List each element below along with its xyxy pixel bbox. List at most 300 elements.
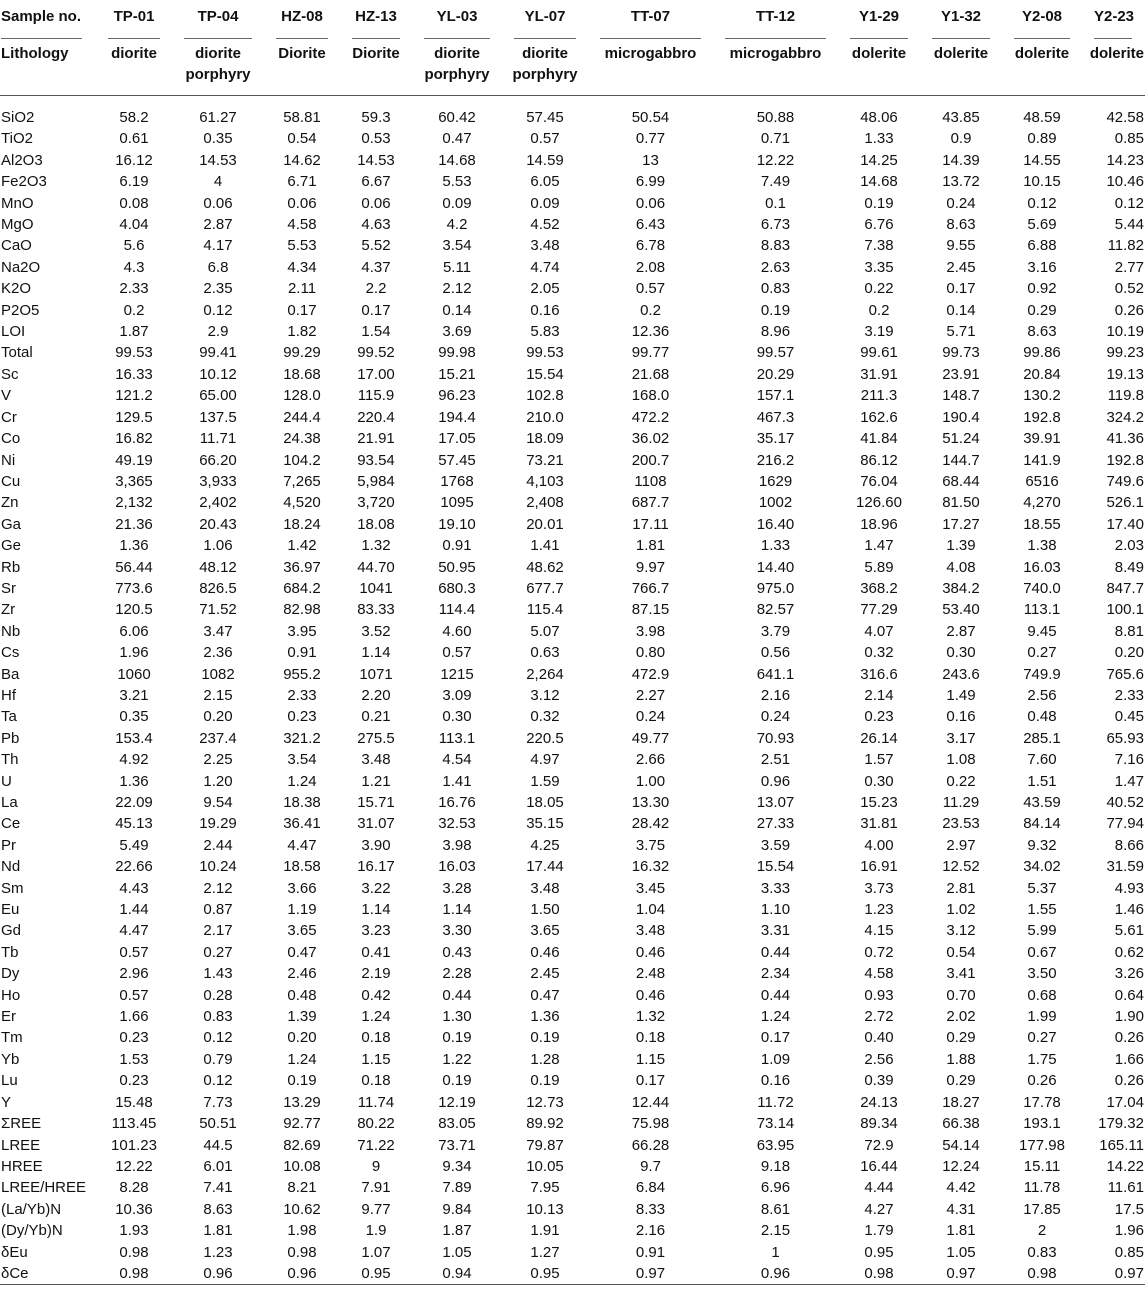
table-cell: 8.63 xyxy=(203,1200,233,1218)
table-cell: 99.52 xyxy=(357,344,395,362)
table-cell: 193.1 xyxy=(1023,1115,1061,1133)
table-cell: 1095 xyxy=(440,494,474,512)
table-row xyxy=(0,642,1145,663)
table-cell: 0.91 xyxy=(287,644,317,662)
table-cell: 2.36 xyxy=(203,644,233,662)
table-cell: 2.77 xyxy=(1114,258,1144,276)
table-cell: 5.49 xyxy=(119,836,149,854)
table-cell: 1.19 xyxy=(287,901,317,919)
table-cell: 2.51 xyxy=(760,751,791,769)
table-cell: 1.23 xyxy=(203,1243,233,1261)
table-cell: 18.38 xyxy=(283,794,321,811)
table-cell: 0.18 xyxy=(361,1072,391,1090)
table-row xyxy=(0,621,1145,642)
row-label: (La/Yb)N xyxy=(1,1200,62,1218)
table-cell: 27.33 xyxy=(756,815,795,833)
table-cell: 1.81 xyxy=(946,1222,976,1240)
table-cell: 53.40 xyxy=(942,601,980,619)
table-cell: 0.54 xyxy=(946,943,976,961)
table-cell: 49.19 xyxy=(115,451,153,469)
table-cell: 8.63 xyxy=(946,216,976,234)
table-cell: 324.2 xyxy=(1106,408,1144,426)
table-cell: 0.22 xyxy=(864,280,894,298)
table-cell: 6.99 xyxy=(635,173,666,191)
table-cell: 773.6 xyxy=(115,579,153,597)
table-cell: 0.95 xyxy=(340,1263,412,1285)
row-label: Pr xyxy=(1,836,16,854)
table-cell: 2.27 xyxy=(635,686,666,704)
table-cell: 1.53 xyxy=(119,1050,149,1068)
table-cell: 8.83 xyxy=(760,237,791,255)
table-cell: 0.06 xyxy=(203,194,233,212)
table-cell: 0.23 xyxy=(864,708,894,726)
table-cell: 10.15 xyxy=(1023,173,1061,191)
table-cell: 1.55 xyxy=(1027,901,1057,919)
header-text: TT-12 xyxy=(725,0,826,39)
table-cell: 0.16 xyxy=(530,301,560,319)
table-cell: 2.35 xyxy=(203,280,233,298)
table-cell: 5.11 xyxy=(442,258,472,276)
table-cell: 17.44 xyxy=(526,858,564,876)
table-cell: 1.90 xyxy=(1114,1008,1144,1026)
table-cell: 3.90 xyxy=(361,836,391,854)
table-cell: 1629 xyxy=(758,472,793,490)
table-cell: 4.43 xyxy=(119,879,149,897)
table-cell: 3.48 xyxy=(530,237,560,255)
table-cell: 141.9 xyxy=(1023,451,1061,469)
row-label: Ni xyxy=(1,451,16,469)
table-cell: 8.81 xyxy=(1114,622,1144,640)
table-cell: 3.95 xyxy=(287,622,317,640)
table-cell: 1.82 xyxy=(287,323,317,341)
table-cell: 18.58 xyxy=(283,858,321,876)
table-cell: 4.31 xyxy=(946,1200,976,1218)
table-cell: 54.14 xyxy=(942,1136,980,1154)
table-cell: 0.09 xyxy=(530,194,560,212)
table-cell: 16.03 xyxy=(1023,558,1061,576)
table-cell: 0.17 xyxy=(635,1072,666,1090)
table-cell: 0.19 xyxy=(287,1072,317,1090)
table-cell: 18.08 xyxy=(357,515,395,533)
table-cell: 9.45 xyxy=(1027,622,1057,640)
table-cell: 0.46 xyxy=(530,943,560,961)
table-cell: 0.18 xyxy=(635,1029,666,1047)
row-label: V xyxy=(1,387,12,405)
column-header-sample xyxy=(340,0,412,39)
table-cell: 4.74 xyxy=(530,258,560,276)
table-cell: 4.34 xyxy=(287,258,317,276)
table-cell: 1.02 xyxy=(946,901,976,919)
table-cell: 3.21 xyxy=(119,686,149,704)
table-cell: 6.01 xyxy=(203,1157,233,1175)
table-cell: 3.69 xyxy=(442,323,472,341)
table-cell: 368.2 xyxy=(860,579,898,597)
header-row-lithology xyxy=(0,39,1145,96)
table-cell: 73.71 xyxy=(438,1136,476,1154)
table-cell: 1.24 xyxy=(361,1008,391,1026)
header-text: TP-04 xyxy=(184,0,252,39)
table-cell: 1060 xyxy=(117,665,151,683)
table-cell: 1.81 xyxy=(203,1222,233,1240)
table-cell: 0.22 xyxy=(946,772,976,790)
table-cell: 9.77 xyxy=(361,1200,391,1218)
table-row xyxy=(0,685,1145,706)
table-cell: 162.6 xyxy=(860,408,898,426)
table-cell: 50.95 xyxy=(438,558,476,576)
table-cell: 10.24 xyxy=(199,858,237,876)
header-text: HZ-08 xyxy=(276,0,328,39)
table-cell: 0.32 xyxy=(864,644,894,662)
table-cell: 20.29 xyxy=(756,365,795,383)
header-text: TP-01 xyxy=(108,0,160,39)
table-cell: 2.81 xyxy=(946,879,976,897)
table-cell: 3.48 xyxy=(530,879,560,897)
table-cell: 6.88 xyxy=(1027,237,1057,255)
table-cell: 5.61 xyxy=(1114,922,1144,940)
table-cell: 100.1 xyxy=(1106,601,1144,619)
table-cell: 73.14 xyxy=(756,1115,795,1133)
table-cell: 0.46 xyxy=(635,943,666,961)
table-row xyxy=(0,193,1145,214)
table-cell: 4.27 xyxy=(864,1200,894,1218)
table-cell: 16.40 xyxy=(756,515,795,533)
table-cell: 126.60 xyxy=(856,494,902,512)
table-cell: 826.5 xyxy=(199,579,237,597)
table-cell: 3.12 xyxy=(530,686,560,704)
table-cell: 0.19 xyxy=(442,1029,472,1047)
table-cell: 3.19 xyxy=(864,323,894,341)
table-cell: 9.84 xyxy=(442,1200,472,1218)
table-cell: 0.97 xyxy=(1082,1263,1145,1285)
table-cell: 6.73 xyxy=(760,216,791,234)
table-cell: 9 xyxy=(371,1157,381,1175)
table-cell: 0.14 xyxy=(946,301,976,319)
table-cell: 48.62 xyxy=(526,558,564,576)
row-label: MgO xyxy=(1,216,34,234)
row-label: Er xyxy=(1,1008,16,1026)
table-cell: 1.08 xyxy=(946,751,976,769)
table-cell: 0.19 xyxy=(530,1029,560,1047)
table-cell: 7.91 xyxy=(361,1179,391,1197)
table-cell: 2 xyxy=(1037,1222,1047,1240)
table-cell: 243.6 xyxy=(942,665,980,683)
table-cell: 190.4 xyxy=(942,408,980,426)
table-row xyxy=(0,278,1145,299)
column-header-lithology: microgabbro xyxy=(713,39,838,96)
header-text: HZ-13 xyxy=(352,0,400,39)
row-label: TiO2 xyxy=(1,130,33,148)
table-cell: 2.28 xyxy=(442,965,472,983)
table-cell: 15.54 xyxy=(526,365,564,383)
row-label: Rb xyxy=(1,558,21,576)
table-cell: 0.83 xyxy=(1027,1243,1057,1261)
row-label: Ge xyxy=(1,537,22,555)
table-cell: 1.39 xyxy=(946,537,976,555)
table-row xyxy=(0,792,1145,813)
table-cell: 13 xyxy=(642,151,659,169)
table-cell: 36.97 xyxy=(283,558,321,576)
table-cell: 1.27 xyxy=(530,1243,560,1261)
table-cell: 21.36 xyxy=(115,515,153,533)
table-cell: 0.16 xyxy=(946,708,976,726)
table-cell: 128.0 xyxy=(283,387,321,405)
table-cell: 14.53 xyxy=(357,151,395,169)
table-cell: 9.54 xyxy=(203,794,233,811)
table-cell: 18.09 xyxy=(526,430,564,448)
table-cell: 14.22 xyxy=(1106,1157,1144,1175)
table-cell: 48.06 xyxy=(860,109,898,126)
table-cell: 179.32 xyxy=(1098,1115,1144,1133)
table-row xyxy=(0,492,1145,513)
row-label: LREE/HREE xyxy=(1,1179,87,1197)
table-cell: 3,933 xyxy=(199,472,237,490)
table-cell: 0.98 xyxy=(119,1243,149,1261)
table-cell: 2.19 xyxy=(361,965,391,983)
table-cell: 8.21 xyxy=(287,1179,317,1197)
table-row xyxy=(0,728,1145,749)
table-cell: 4,270 xyxy=(1023,494,1061,512)
table-cell: 3.54 xyxy=(442,237,472,255)
table-cell: 1.47 xyxy=(864,537,894,555)
header-text: Y2-23 xyxy=(1094,0,1132,39)
column-header-sample xyxy=(502,0,588,39)
table-cell: 1002 xyxy=(758,494,793,512)
table-cell: 12.73 xyxy=(526,1093,564,1111)
table-cell: 472.9 xyxy=(631,665,670,683)
table-cell: 5.44 xyxy=(1114,216,1144,234)
table-cell: 99.53 xyxy=(115,344,153,362)
table-cell: 1768 xyxy=(440,472,474,490)
table-cell: 11.82 xyxy=(1107,237,1144,255)
table-cell: 59.3 xyxy=(361,109,391,126)
table-cell: 0.23 xyxy=(119,1029,149,1047)
table-cell: 1.98 xyxy=(287,1222,317,1240)
table-cell: 165.11 xyxy=(1099,1136,1144,1154)
table-cell: 119.8 xyxy=(1107,387,1144,405)
table-cell: 5.99 xyxy=(1027,922,1057,940)
row-label: δCe xyxy=(0,1263,96,1285)
header-row-sample xyxy=(0,0,1145,39)
table-cell: 0.35 xyxy=(119,708,149,726)
table-cell: 285.1 xyxy=(1023,729,1061,747)
table-cell: 3.35 xyxy=(864,258,894,276)
table-cell: 43.85 xyxy=(942,109,980,126)
table-cell: 42.58 xyxy=(1106,109,1144,126)
table-cell: 384.2 xyxy=(942,579,980,597)
table-cell: 0.16 xyxy=(760,1072,791,1090)
row-label: Sc xyxy=(1,365,19,383)
table-cell: 0.54 xyxy=(287,130,317,148)
table-cell: 6.06 xyxy=(119,622,149,640)
table-cell: 10.08 xyxy=(283,1157,321,1175)
row-label: Hf xyxy=(1,686,16,704)
table-cell: 113.1 xyxy=(438,729,476,747)
table-cell: 0.47 xyxy=(442,130,472,148)
table-cell: 1.36 xyxy=(119,772,149,790)
table-cell: 1.96 xyxy=(1114,1222,1144,1240)
table-cell: 10.36 xyxy=(115,1200,153,1218)
table-cell: 0.29 xyxy=(946,1072,976,1090)
row-label: LOI xyxy=(1,323,26,341)
table-row xyxy=(0,150,1145,171)
table-cell: 77.29 xyxy=(860,601,898,619)
table-cell: 14.59 xyxy=(526,151,564,169)
lithology-label: Lithology xyxy=(0,39,96,96)
table-cell: 1.87 xyxy=(442,1222,472,1240)
table-row xyxy=(0,963,1145,984)
table-cell: 0.18 xyxy=(361,1029,391,1047)
table-cell: 275.5 xyxy=(357,729,395,747)
table-cell: 7.49 xyxy=(760,173,791,191)
table-row xyxy=(0,96,1145,129)
table-cell: 3.48 xyxy=(361,751,391,769)
table-cell: 50.51 xyxy=(199,1115,237,1133)
table-cell: 2.45 xyxy=(946,258,976,276)
table-cell: 14.68 xyxy=(438,151,476,169)
table-cell: 2.44 xyxy=(203,836,233,854)
column-header-lithology: dolerite xyxy=(1002,39,1082,96)
table-cell: 3.17 xyxy=(946,729,976,747)
table-cell: 1.59 xyxy=(530,772,560,790)
header-text: YL-07 xyxy=(514,0,576,39)
row-label: Pb xyxy=(1,729,20,747)
row-label: Th xyxy=(1,751,19,769)
table-cell: 0.12 xyxy=(203,1072,233,1090)
table-cell: 16.12 xyxy=(115,151,153,169)
row-label: Ho xyxy=(1,986,21,1004)
table-cell: 0.92 xyxy=(1027,280,1057,298)
table-cell: 7.89 xyxy=(442,1179,472,1197)
table-cell: 472.2 xyxy=(631,408,670,426)
table-cell: 3.31 xyxy=(760,922,791,940)
row-label: Cs xyxy=(1,644,20,662)
table-cell: 2.12 xyxy=(442,280,472,298)
column-header-lithology: microgabbro xyxy=(588,39,713,96)
table-cell: 3.12 xyxy=(946,922,976,940)
table-cell: 677.7 xyxy=(526,579,564,597)
table-cell: 1.44 xyxy=(119,901,149,919)
table-cell: 2.02 xyxy=(946,1008,976,1026)
table-cell: 61.27 xyxy=(199,109,237,126)
table-cell: 14.62 xyxy=(283,151,321,169)
table-header xyxy=(0,0,1145,96)
column-header-lithology: diorite porphyry xyxy=(172,39,264,96)
table-cell: 1.36 xyxy=(119,537,149,555)
table-cell: 10.46 xyxy=(1106,173,1144,191)
row-label: Nb xyxy=(1,622,21,640)
table-cell: 4.47 xyxy=(119,922,149,940)
table-row xyxy=(0,749,1145,770)
table-cell: 16.17 xyxy=(357,858,395,876)
table-row xyxy=(0,407,1145,428)
column-header-sample xyxy=(920,0,1002,39)
table-cell: 115.9 xyxy=(357,387,395,405)
table-cell: 2.25 xyxy=(203,751,233,769)
table-cell: 9.34 xyxy=(442,1157,472,1175)
table-cell: 1.9 xyxy=(365,1222,387,1240)
table-cell: 1.06 xyxy=(203,537,233,555)
table-cell: 5.52 xyxy=(361,237,391,255)
table-row xyxy=(0,514,1145,535)
table-cell: 86.12 xyxy=(860,451,898,469)
table-cell: 740.0 xyxy=(1023,579,1061,597)
row-label: Nd xyxy=(1,858,21,876)
table-cell: 0.29 xyxy=(946,1029,976,1047)
table-row xyxy=(0,664,1145,685)
row-label: Lu xyxy=(1,1072,18,1090)
table-cell: 975.0 xyxy=(756,579,795,597)
table-cell: 0.96 xyxy=(172,1263,264,1285)
table-cell: 0.20 xyxy=(203,708,233,726)
table-cell: 0.43 xyxy=(442,943,472,961)
table-cell: 2.05 xyxy=(530,280,560,298)
table-cell: 9.7 xyxy=(640,1157,661,1175)
table-cell: 4.15 xyxy=(864,922,894,940)
table-cell: 99.73 xyxy=(942,344,980,362)
table-cell: 76.04 xyxy=(860,472,898,490)
table-cell: 2.03 xyxy=(1114,537,1144,555)
header-text: Y1-32 xyxy=(932,0,990,39)
table-cell: 31.91 xyxy=(860,365,898,383)
table-cell: 0.17 xyxy=(946,280,976,298)
table-cell: 3.79 xyxy=(760,622,791,640)
table-cell: 68.44 xyxy=(942,472,980,490)
table-cell: 1.30 xyxy=(442,1008,472,1026)
table-cell: 130.2 xyxy=(1023,387,1061,405)
table-cell: 20.84 xyxy=(1023,365,1061,383)
table-cell: 4.37 xyxy=(361,258,391,276)
table-cell: 4.25 xyxy=(530,836,560,854)
sample-no-label xyxy=(0,0,96,39)
table-cell: 0.26 xyxy=(1114,1029,1144,1047)
header-text: YL-03 xyxy=(424,0,490,39)
table-cell: 749.6 xyxy=(1106,472,1144,490)
table-cell: 7.60 xyxy=(1027,751,1057,769)
table-cell: 4.47 xyxy=(287,836,317,854)
table-row xyxy=(0,578,1145,599)
column-header-sample xyxy=(412,0,502,39)
table-cell: 17.27 xyxy=(942,515,980,533)
table-cell: 8.49 xyxy=(1114,558,1144,576)
table-row xyxy=(0,813,1145,834)
table-cell: 467.3 xyxy=(756,408,795,426)
table-cell: 12.44 xyxy=(631,1093,670,1111)
table-cell: 1.41 xyxy=(530,537,560,555)
table-cell: 0.12 xyxy=(1114,194,1144,212)
table-row xyxy=(0,235,1145,256)
table-row xyxy=(0,171,1145,192)
table-cell: 1108 xyxy=(634,472,667,490)
table-cell: 1.14 xyxy=(361,644,391,662)
header-text: Sample no. xyxy=(1,0,82,39)
table-cell: 1082 xyxy=(201,665,235,683)
table-cell: 3.09 xyxy=(442,686,472,704)
table-cell: 31.81 xyxy=(860,815,898,833)
column-header-lithology: dolerite xyxy=(1082,39,1145,96)
table-cell: 99.98 xyxy=(438,344,476,362)
table-row xyxy=(0,214,1145,235)
table-cell: 0.27 xyxy=(203,943,233,961)
table-cell: 13.07 xyxy=(756,794,795,811)
table-cell: 3.26 xyxy=(1114,965,1144,983)
row-label: Zr xyxy=(1,601,16,619)
table-cell: 216.2 xyxy=(756,451,795,469)
table-cell: 1.99 xyxy=(1027,1008,1057,1026)
table-cell: 65.00 xyxy=(199,387,237,405)
table-cell: 3.54 xyxy=(287,751,317,769)
table-cell: 1.00 xyxy=(635,772,666,790)
table-cell: 65.93 xyxy=(1106,729,1144,747)
